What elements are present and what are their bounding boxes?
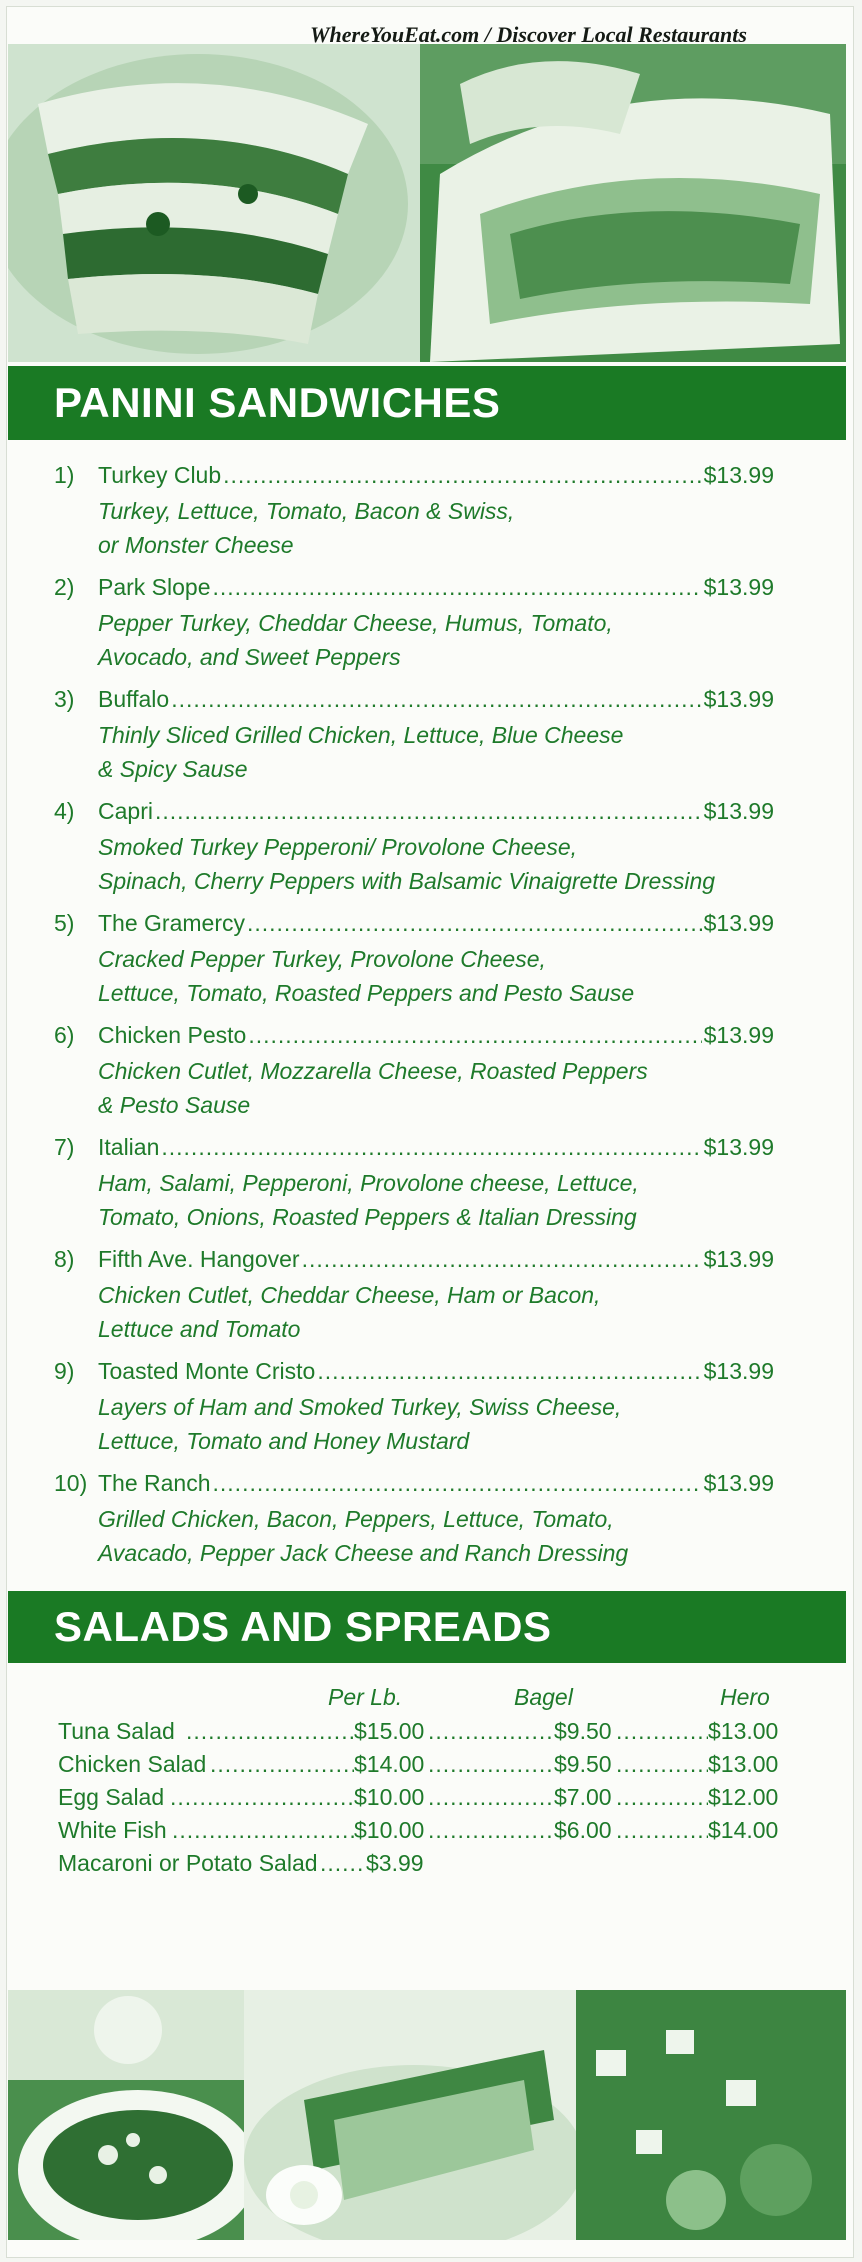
dot-leader [172, 1817, 354, 1844]
salads-section-header [8, 1591, 846, 1663]
price-per-lb: $10.00 [354, 1817, 425, 1843]
menu-item [54, 798, 774, 910]
column-header-per-lb: Per Lb. [328, 1684, 403, 1710]
price-hero: $12.00 [708, 1784, 779, 1810]
chef-salad-photo [244, 1990, 576, 2240]
item-name: Italian [98, 1134, 160, 1160]
dot-leader [155, 798, 702, 825]
panini-sandwich-photo [420, 44, 846, 362]
item-number: 7) [54, 1134, 75, 1160]
description-line: Chicken Cutlet, Mozzarella Cheese, Roasted Peppers [98, 1058, 648, 1084]
salad-name: Egg Salad [58, 1784, 165, 1810]
description-line: Lettuce and Tomato [98, 1316, 301, 1342]
item-name: The Ranch [98, 1470, 211, 1496]
description-line: Avacado, Pepper Jack Cheese and Ranch Dressing [98, 1540, 629, 1566]
salad-row [58, 1817, 788, 1850]
item-price: $13.99 [703, 574, 774, 600]
salads-column-headers [58, 1684, 788, 1718]
description-line: Thinly Sliced Grilled Chicken, Lettuce, Blue Cheese [98, 722, 624, 748]
item-number: 10) [54, 1470, 88, 1496]
item-number: 1) [54, 462, 75, 488]
item-price: $13.99 [703, 1470, 774, 1496]
salad-row [58, 1850, 788, 1883]
dot-leader [213, 574, 702, 601]
dot-leader [171, 686, 701, 713]
dot-leader [302, 1246, 702, 1273]
dot-leader [223, 462, 702, 489]
salad-price: $3.99 [366, 1850, 424, 1876]
menu-item [54, 462, 774, 574]
item-description [98, 1166, 738, 1234]
item-price: $13.99 [703, 686, 774, 712]
menu-item [54, 1022, 774, 1134]
item-name: Chicken Pesto [98, 1022, 247, 1048]
item-number: 3) [54, 686, 75, 712]
description-line: Smoked Turkey Pepperoni/ Provolone Cheese, [98, 834, 578, 860]
description-line: or Monster Cheese [98, 532, 294, 558]
menu-item [54, 1470, 774, 1582]
item-number: 6) [54, 1022, 75, 1048]
salad-row [58, 1718, 788, 1751]
dot-leader [616, 1751, 708, 1778]
description-line: Lettuce, Tomato and Honey Mustard [98, 1428, 470, 1454]
item-description [98, 942, 738, 1010]
item-number: 8) [54, 1246, 75, 1272]
salads-title: SALADS AND SPREADS [54, 1603, 552, 1650]
salad-row [58, 1751, 788, 1784]
menu-item [54, 1358, 774, 1470]
description-line: Pepper Turkey, Cheddar Cheese, Humus, Tomato, [98, 610, 613, 636]
item-name: Toasted Monte Cristo [98, 1358, 316, 1384]
description-line: Tomato, Onions, Roasted Peppers & Italian Dressing [98, 1204, 637, 1230]
price-bagel: $9.50 [554, 1751, 612, 1777]
salads-price-table [58, 1684, 788, 1883]
price-hero: $13.00 [708, 1751, 779, 1777]
salad-name: Chicken Salad [58, 1751, 207, 1777]
salad-bowl-photo [8, 1990, 244, 2240]
item-price: $13.99 [703, 1246, 774, 1272]
dot-leader [320, 1850, 362, 1877]
item-description [98, 1278, 738, 1346]
watermark-text: WhereYouEat.com / Discover Local Restaurants [310, 22, 747, 47]
dot-leader [428, 1817, 554, 1844]
price-per-lb: $14.00 [354, 1751, 425, 1777]
menu-item [54, 910, 774, 1022]
item-name: Park Slope [98, 574, 211, 600]
item-name: Buffalo [98, 686, 170, 712]
item-number: 5) [54, 910, 75, 936]
panini-menu-list [54, 462, 774, 1582]
price-bagel: $9.50 [554, 1718, 612, 1744]
menu-item [54, 686, 774, 798]
description-line: Avocado, and Sweet Peppers [98, 644, 401, 670]
menu-item [54, 1134, 774, 1246]
description-line: & Spicy Sause [98, 756, 248, 782]
description-line: Grilled Chicken, Bacon, Peppers, Lettuce, Tomato, [98, 1506, 614, 1532]
column-header-hero: Hero [720, 1684, 770, 1710]
item-price: $13.99 [703, 1022, 774, 1048]
price-per-lb: $10.00 [354, 1784, 425, 1810]
price-bagel: $6.00 [554, 1817, 612, 1843]
description-line: Turkey, Lettuce, Tomato, Bacon & Swiss, [98, 498, 515, 524]
description-line: Ham, Salami, Pepperoni, Provolone cheese, Lettuce, [98, 1170, 639, 1196]
menu-item [54, 1246, 774, 1358]
price-per-lb: $15.00 [354, 1718, 425, 1744]
wrap-sandwich-photo [8, 44, 420, 362]
item-number: 4) [54, 798, 75, 824]
dot-leader [161, 1134, 701, 1161]
description-line: Spinach, Cherry Peppers with Balsamic Vinaigrette Dressing [98, 868, 716, 894]
item-price: $13.99 [703, 798, 774, 824]
price-hero: $14.00 [708, 1817, 779, 1843]
dot-leader [616, 1718, 708, 1745]
item-number: 2) [54, 574, 75, 600]
item-number: 9) [54, 1358, 75, 1384]
top-photo-strip [8, 44, 846, 362]
dot-leader [428, 1751, 554, 1778]
description-line: Lettuce, Tomato, Roasted Peppers and Pesto Sause [98, 980, 635, 1006]
description-line: Cracked Pepper Turkey, Provolone Cheese, [98, 946, 546, 972]
bottom-photo-strip [8, 1990, 846, 2240]
column-header-bagel: Bagel [514, 1684, 573, 1710]
salad-name: White Fish [58, 1817, 167, 1843]
description-line: Chicken Cutlet, Cheddar Cheese, Ham or Bacon, [98, 1282, 601, 1308]
dot-leader [186, 1718, 354, 1745]
panini-section-header [8, 366, 846, 440]
item-price: $13.99 [703, 910, 774, 936]
dot-leader [210, 1751, 354, 1778]
greek-salad-photo [576, 1990, 846, 2240]
dot-leader [317, 1358, 701, 1385]
item-price: $13.99 [703, 1134, 774, 1160]
price-bagel: $7.00 [554, 1784, 612, 1810]
description-line: & Pesto Sause [98, 1092, 251, 1118]
item-description [98, 1390, 738, 1458]
item-price: $13.99 [703, 1358, 774, 1384]
item-description [98, 606, 738, 674]
dot-leader [428, 1784, 554, 1811]
item-price: $13.99 [703, 462, 774, 488]
dot-leader [170, 1784, 354, 1811]
menu-item [54, 574, 774, 686]
salad-row [58, 1784, 788, 1817]
dot-leader [213, 1470, 702, 1497]
dot-leader [616, 1784, 708, 1811]
dot-leader [248, 1022, 701, 1049]
item-description [98, 1502, 738, 1570]
item-description [98, 1054, 738, 1122]
salad-name: Tuna Salad [58, 1718, 175, 1744]
item-name: The Gramercy [98, 910, 245, 936]
item-name: Capri [98, 798, 153, 824]
dot-leader [428, 1718, 554, 1745]
dot-leader [247, 910, 702, 937]
description-line: Layers of Ham and Smoked Turkey, Swiss Cheese, [98, 1394, 622, 1420]
item-description [98, 830, 738, 898]
item-description [98, 718, 738, 786]
salad-name: Macaroni or Potato Salad [58, 1850, 318, 1876]
item-name: Turkey Club [98, 462, 222, 488]
dot-leader [616, 1817, 708, 1844]
panini-title: PANINI SANDWICHES [54, 379, 501, 426]
item-description [98, 494, 738, 562]
price-hero: $13.00 [708, 1718, 779, 1744]
item-name: Fifth Ave. Hangover [98, 1246, 300, 1272]
